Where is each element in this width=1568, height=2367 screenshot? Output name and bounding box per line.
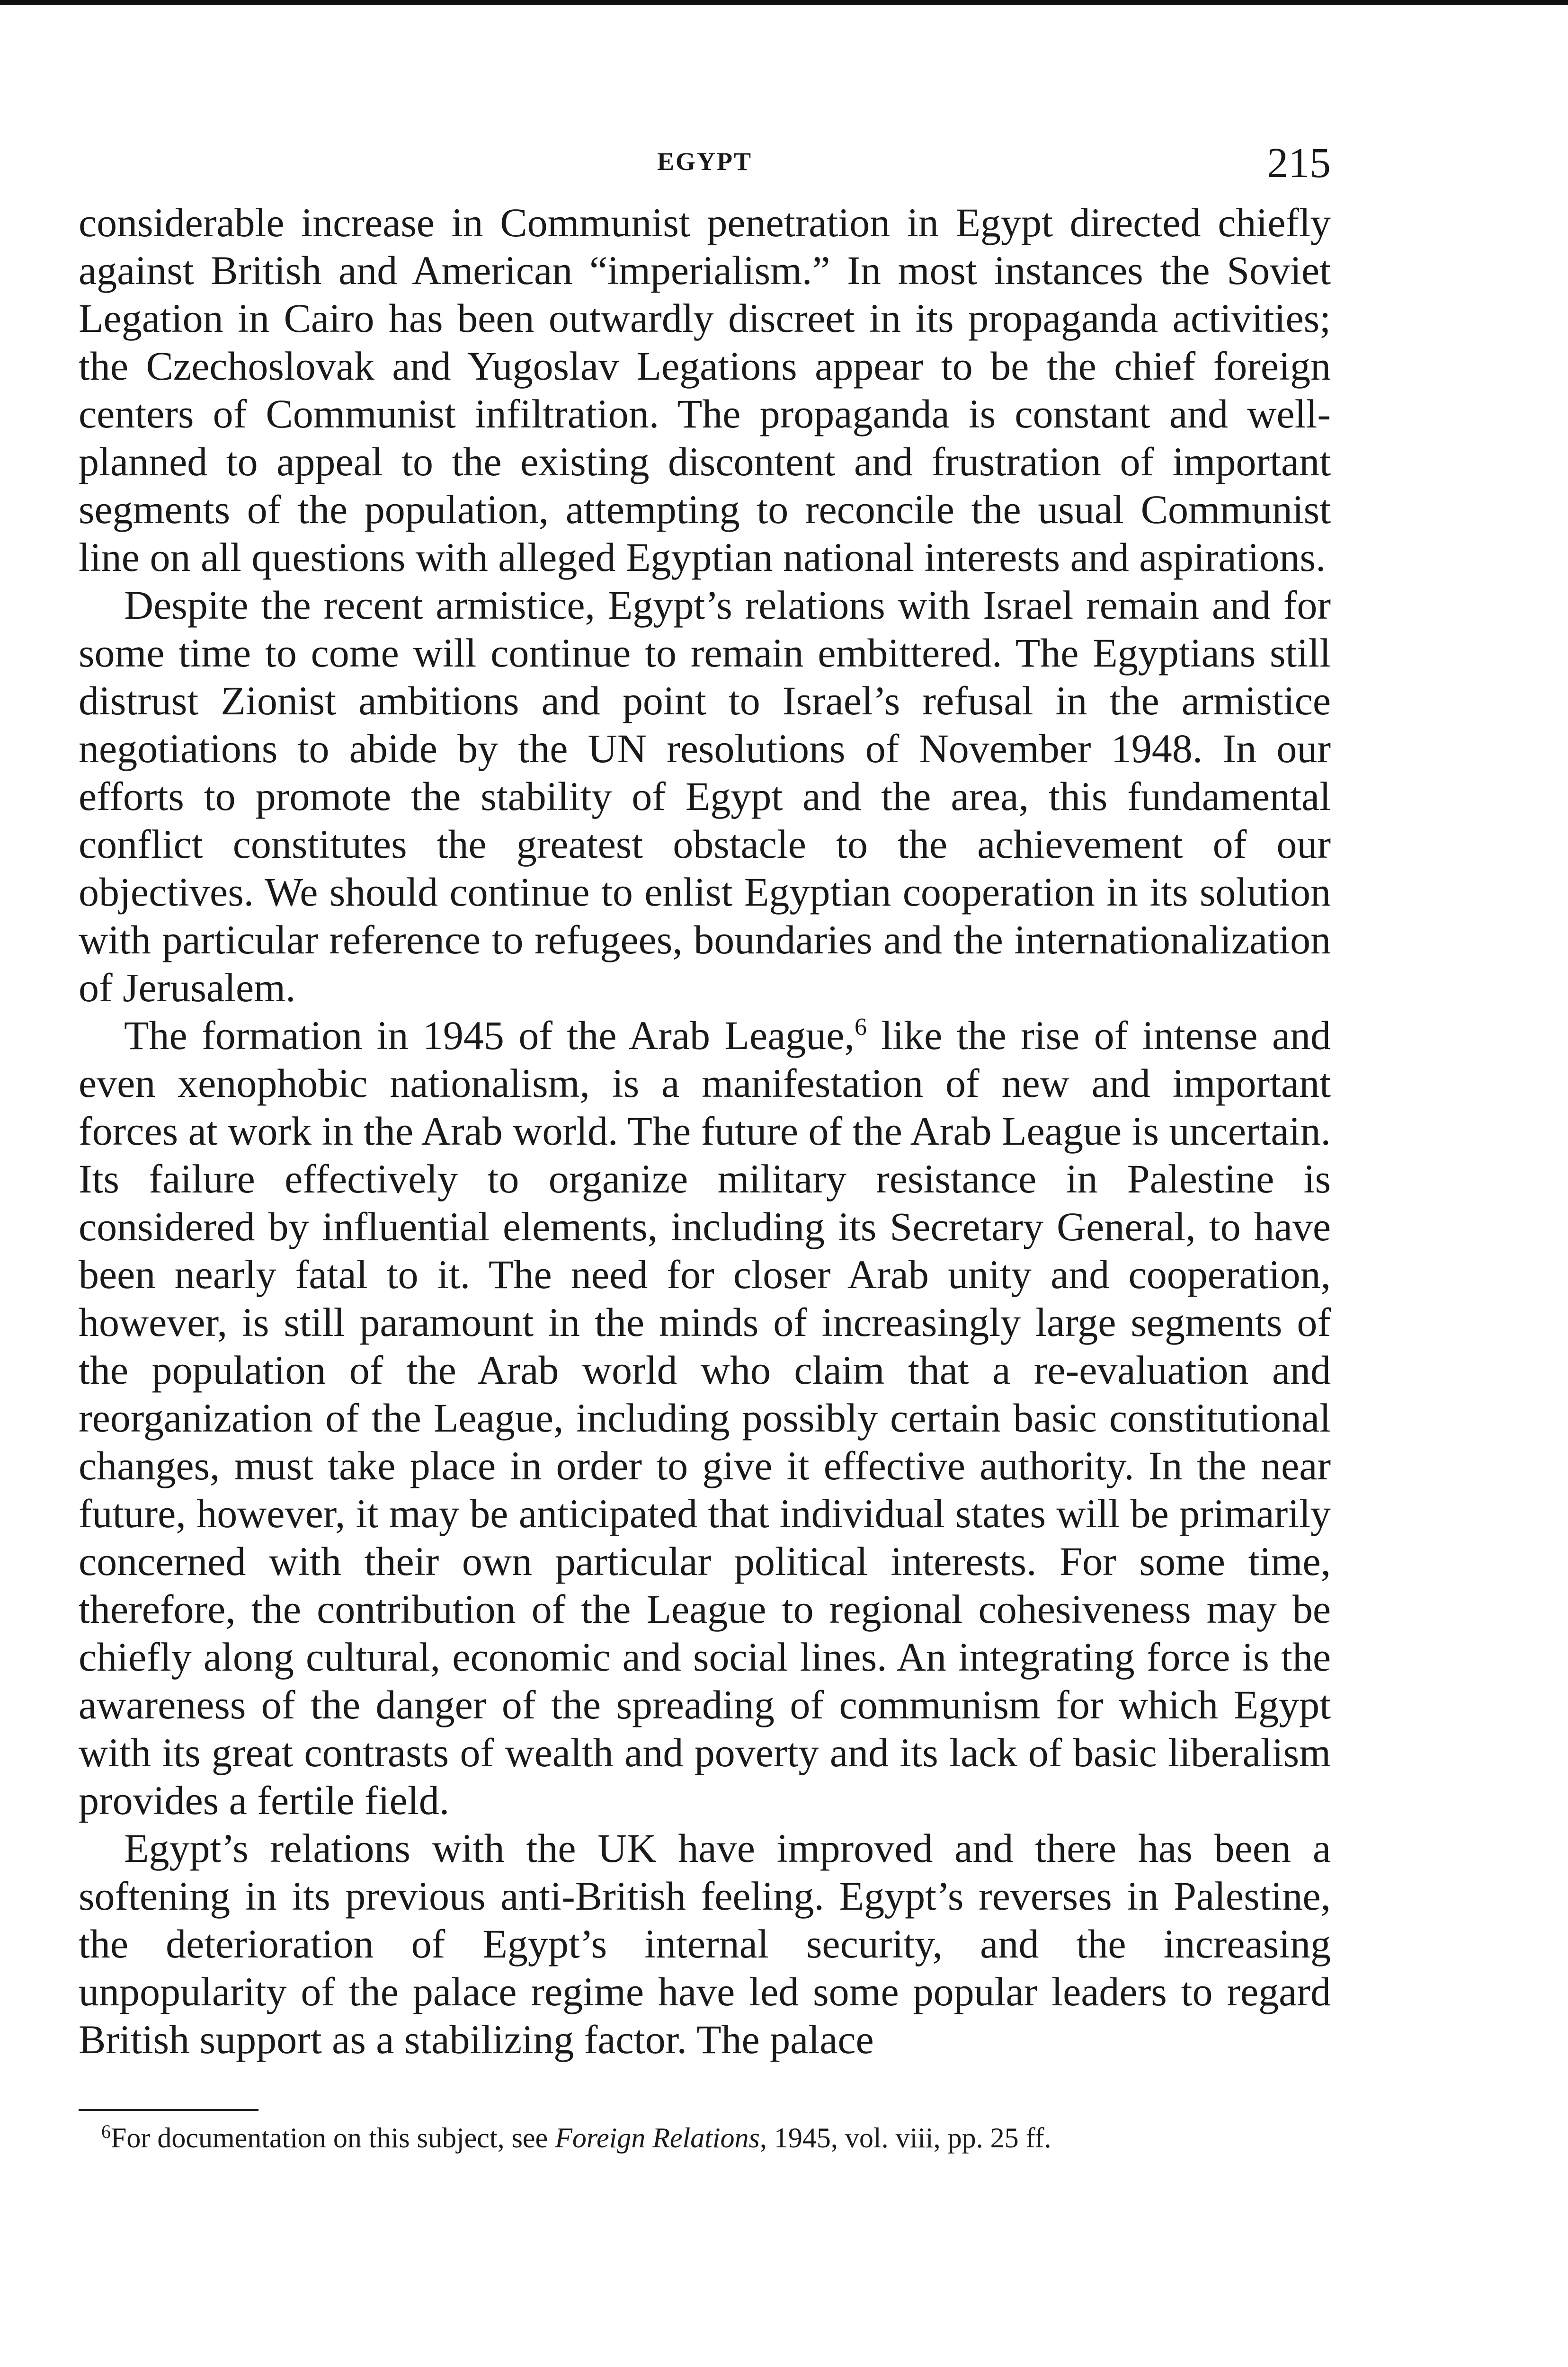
paragraph-uk-relations: Egypt’s relations with the UK have improved and there has been a softening in its previous anti-British feeling. Egypt’s reverses in Palestine, the deterioration of Egypt’s internal security, and the increasing unpopularity of the palace regime have led some popular leaders to regard British support as a stabilizing factor. The palace xyxy=(79,1825,1331,2062)
paragraph-arab-league xyxy=(79,1012,1331,1824)
footnote-text-before: For documentation on this subject, see xyxy=(111,2122,555,2153)
footnote-reference: 6 xyxy=(854,1014,867,1041)
paragraph-arab-league-text-after: like the rise of intense and even xenophobic nationalism, is a manifestation of new and important forces at work in the Arab world. The future of the Arab League is uncertain. Its failure effectively to organize military resistance in Palestine is considered by influential elements, including its Secretary General, to have been nearly fatal to it. The need for closer Arab unity and cooperation, however, is still paramount in the minds of increasingly large segments of the population of the Arab world who claim that a re-evaluation and reorganization of the League, including possibly certain basic constitutional changes, must take place in order to give it effective authority. In the near future, however, it may be anticipated that individual states will be primarily concerned with their own particular political interests. For some time, therefore, the contribution of the League to regional cohesiveness may be chiefly along cultural, economic and social lines. An integrating force is the awareness of the danger of the spreading of communism for which Egypt with its great contrasts of wealth and poverty and its lack of basic liberalism provides a fertile field. xyxy=(79,1013,1331,1823)
top-edge-rule xyxy=(0,0,1568,5)
paragraph-israel-relations: Despite the recent armistice, Egypt’s relations with Israel remain and for some time to come will continue to remain embittered. The Egyptians still distrust Zionist ambitions and point to Israel’s refusal in the armistice negotiations to abide by the UN resolutions of November 1948. In our efforts to promote the stability of Egypt and the area, this fundamental conflict constitutes the greatest obstacle to the achievement of our objectives. We should continue to enlist Egyptian cooperation in its solution with particular reference to refugees, boundaries and the internationalization of Jerusalem. xyxy=(79,582,1331,1010)
footnote-publication-title: Foreign Relations xyxy=(555,2122,760,2153)
footnote-text-after: , 1945, vol. viii, pp. 25 ff. xyxy=(759,2122,1051,2153)
running-title: EGYPT xyxy=(657,147,753,176)
paragraph-communist-penetration: considerable increase in Communist penetration in Egypt directed chiefly against British and American “imperialism.” In most instances the Soviet Legation in Cairo has been outwardly discreet in its propaganda activities; the Czechoslovak and Yugoslav Legations appear to be the chief foreign centers of Communist infiltration. The propaganda is constant and well-planned to appeal to the existing discontent and frustration of important segments of the population, attempting to reconcile the usual Communist line on all questions with alleged Egyptian national interests and aspirations. xyxy=(79,200,1331,580)
footnote-divider xyxy=(79,2109,258,2111)
footnote xyxy=(79,2122,1331,2153)
body-text xyxy=(79,199,1331,2064)
running-head xyxy=(79,137,1331,189)
footnote-mark: 6 xyxy=(101,2121,111,2142)
page-number: 215 xyxy=(1267,140,1331,187)
document-page xyxy=(79,137,1331,2153)
paragraph-arab-league-text-before: The formation in 1945 of the Arab League, xyxy=(124,1013,855,1058)
